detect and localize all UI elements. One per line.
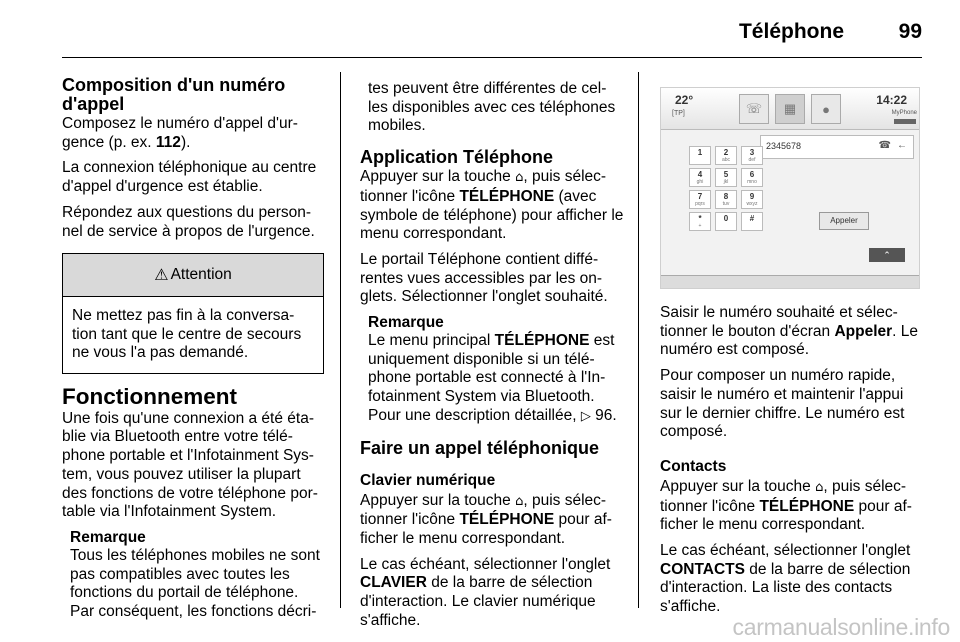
key-digit: 7 <box>697 192 703 201</box>
tp-indicator: [TP] <box>672 110 685 117</box>
temperature: 22° <box>675 93 694 107</box>
home-icon: ⌂ <box>815 479 824 495</box>
paragraph: Le cas échéant, sélectionner l'onglet CONTACTS de la barre de sélection d'interaction. La liste des contacts s'affiche. <box>660 542 911 616</box>
attention-text: Ne mettez pas fin à la conversa-tion tant que le centre de secours ne vous l'a pas demandé. <box>72 307 302 362</box>
keypad-key <box>689 212 711 231</box>
key-digit: # <box>749 214 755 223</box>
paragraph: Appuyer sur la touche ⌂, puis sélec-tionner l'icône TÉLÉPHONE (avec symbole de téléphone) pour afficher le menu correspondant. <box>360 168 624 243</box>
attention-header <box>63 254 323 297</box>
paragraph: La connexion téléphonique au centre d'appel d'urgence est établie. <box>62 159 317 196</box>
remark-label: Remarque <box>368 314 444 332</box>
home-icon: ⌂ <box>515 493 524 509</box>
paragraph: Répondez aux questions du person-nel de service à propos de l'urgence. <box>62 203 315 240</box>
battery-icon <box>894 119 916 124</box>
remark-text: Le menu principal TÉLÉPHONE est uniquement disponible si un télé-phone portable est connecté à l'In-fotainment System via Bluetooth. Pour une description détaillée, ▷ 96. <box>368 332 617 424</box>
interaction-bar <box>661 275 920 289</box>
page-number: 99 <box>898 20 922 43</box>
key-digit: * <box>698 214 702 223</box>
clock: 14:22 <box>876 93 907 107</box>
backspace-icon: ← <box>897 140 907 151</box>
page-header <box>62 0 922 58</box>
subsection-heading: Clavier numérique <box>360 471 496 489</box>
key-letters: abc <box>721 157 731 163</box>
key-digit: 4 <box>697 170 703 179</box>
remark <box>70 529 326 622</box>
keypad-key <box>689 146 711 165</box>
keypad-key <box>715 146 737 165</box>
infotainment-screenshot <box>660 87 920 289</box>
key-letters: def <box>748 157 756 163</box>
keypad-key <box>715 168 737 187</box>
key-letters: + <box>698 223 702 229</box>
keypad-key <box>741 146 763 165</box>
key-digit: 3 <box>749 148 755 157</box>
keypad-key <box>715 190 737 209</box>
chevron-up-icon: ⌃ <box>869 248 905 262</box>
keypad-key <box>715 212 737 231</box>
tab-recent-calls-icon: ☏ <box>739 94 769 124</box>
paragraph: Composez le numéro d'appel d'ur-gence (p. ex. 112). <box>62 115 298 151</box>
middle-column <box>360 80 626 637</box>
paragraph: Appuyer sur la touche ⌂, puis sélec-tionner l'icône TÉLÉPHONE pour af-ficher le menu correspondant. <box>360 491 612 547</box>
call-button: Appeler <box>819 212 869 230</box>
key-digit: 5 <box>723 170 729 179</box>
column-divider <box>638 72 639 608</box>
paragraph: Appuyer sur la touche ⌂, puis sélec-tionner l'icône TÉLÉPHONE pour af-ficher le menu correspondant. <box>660 477 912 534</box>
call-icon: ☎ <box>878 140 891 151</box>
key-letters: mno <box>747 179 757 185</box>
keypad-key <box>741 212 763 231</box>
paragraph: Pour composer un numéro rapide, saisir le numéro et maintenir l'appui sur le dernier chiffre. Le numéro est composé. <box>660 367 905 441</box>
attention-title: Attention <box>170 265 232 283</box>
paragraph: Saisir le numéro souhaité et sélec-tionner le bouton d'écran Appeler. Le numéro est composé. <box>660 304 919 359</box>
status-bar <box>661 88 920 130</box>
keypad-key <box>741 168 763 187</box>
paragraph: Le portail Téléphone contient diffé-rentes vues accessibles par les on-glets. Sélectionner l'onglet souhaité. <box>360 250 608 306</box>
section-heading: Fonctionnement <box>62 383 237 409</box>
number-field <box>760 135 914 159</box>
subsection-heading: Contacts <box>660 457 727 475</box>
key-letters: wxyz <box>746 201 758 207</box>
key-digit: 0 <box>723 214 729 223</box>
key-letters: tuv <box>722 201 730 207</box>
remark <box>368 314 626 427</box>
page-title: Téléphone <box>738 20 844 43</box>
watermark: carmanualsonline.info <box>732 614 950 640</box>
left-column <box>62 76 326 622</box>
section-heading: Faire un appel téléphonique <box>360 437 600 458</box>
keypad-key <box>689 190 711 209</box>
reference-triangle-icon: ▷ <box>580 408 591 424</box>
key-digit: 1 <box>697 148 703 157</box>
remark-text: Tous les téléphones mobiles ne sont pas compatibles avec toutes les fonctions du portail de téléphone. Par conséquent, les fonctions décri- <box>70 546 320 621</box>
dialed-number: 2345678 <box>766 141 802 151</box>
section-heading: Composition d'un numéro d'appel <box>62 75 286 114</box>
tab-keypad-icon: ▦ <box>775 94 805 124</box>
key-letters: pqrs <box>695 201 705 207</box>
remark-continued: tes peuvent être différentes de cel-les disponibles avec ces téléphones mobiles. <box>368 80 616 135</box>
paragraph: Le cas échéant, sélectionner l'onglet CLAVIER de la barre de sélection d'interaction. Le clavier numérique s'affiche. <box>360 555 611 629</box>
home-icon: ⌂ <box>515 170 524 186</box>
keypad-key <box>741 190 763 209</box>
key-letters: jkl <box>723 179 729 185</box>
key-digit: 8 <box>723 192 729 201</box>
right-column <box>660 304 922 624</box>
key-digit: 9 <box>749 192 755 201</box>
warning-triangle-icon: ⚠ <box>154 264 169 284</box>
key-digit: 2 <box>723 148 729 157</box>
key-digit: 6 <box>749 170 755 179</box>
paragraph: Une fois qu'une connexion a été éta-blie via Bluetooth entre votre télé-phone portable et l'Infotainment Sys-tem, vous pouvez utiliser la plupart des fonctions de votre téléphone por-table via l'Infotainment System. <box>62 409 318 521</box>
column-divider <box>340 72 341 608</box>
section-heading: Application Téléphone <box>360 147 554 168</box>
device-name: MyPhone <box>891 110 917 116</box>
keypad-key <box>689 168 711 187</box>
remark-label: Remarque <box>70 528 146 546</box>
attention-box <box>62 253 324 374</box>
tab-contacts-icon: ● <box>811 94 841 124</box>
key-letters: ghi <box>696 179 704 185</box>
